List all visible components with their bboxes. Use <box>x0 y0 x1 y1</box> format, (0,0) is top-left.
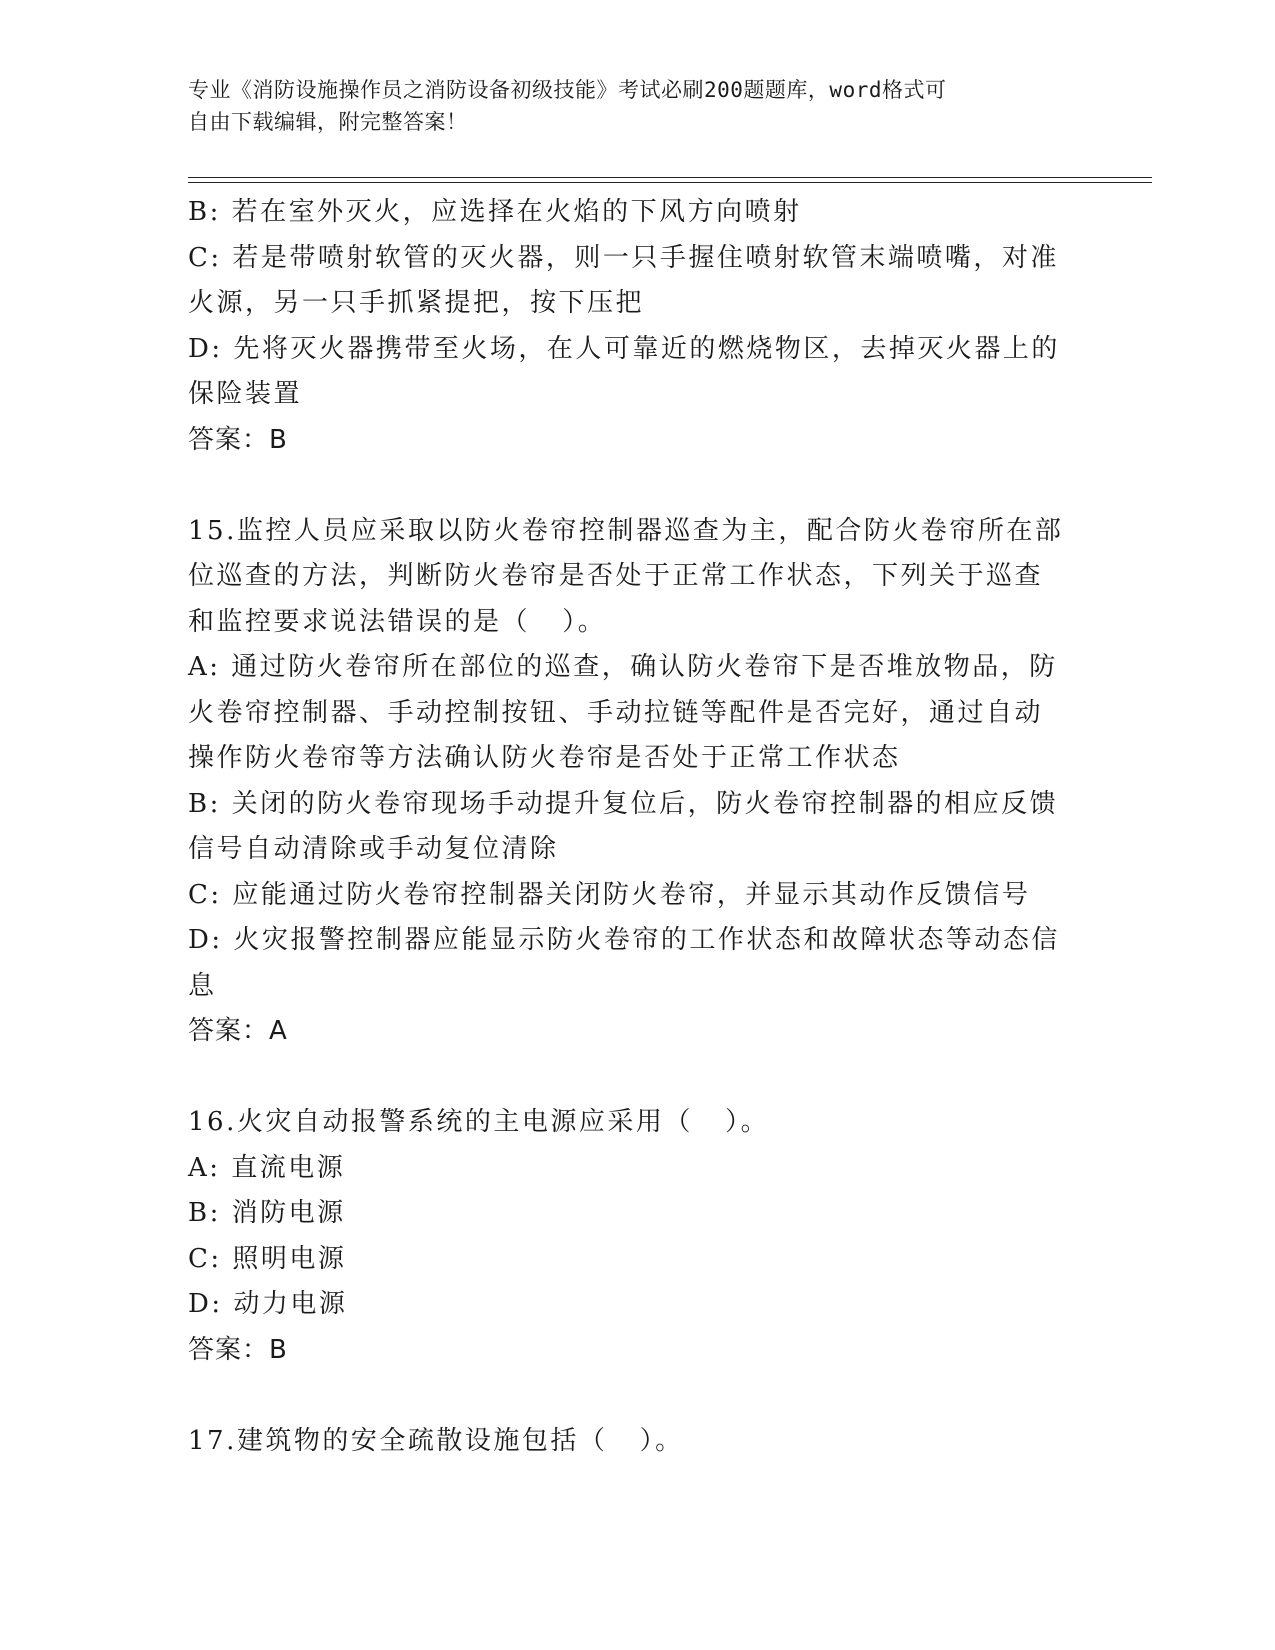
q15-option-b-line-2: 信号自动清除或手动复位清除 <box>188 834 559 864</box>
q16-option-b: B: 消防电源 <box>188 1198 346 1228</box>
header-rule-bottom <box>188 182 1152 183</box>
q16-stem: 16.火灾自动报警系统的主电源应采用（ ）。 <box>188 1107 770 1137</box>
question-17 <box>188 1419 1068 1465</box>
q15-option-c: C: 应能通过防火卷帘控制器关闭防火卷帘，并显示其动作反馈信号 <box>188 879 1031 910</box>
q14-option-d-line-2: 保险装置 <box>188 379 303 409</box>
question-15 <box>188 509 1068 1055</box>
q16-option-c: C: 照明电源 <box>188 1243 347 1274</box>
spacer <box>188 1055 1068 1101</box>
q14-option-b: B: 若在室外灭火，应选择在火焰的下风方向喷射 <box>188 197 802 227</box>
q14-option-c-line-1: C: 若是带喷射软管的灭火器，则一只手握住喷射软管末端喷嘴，对准 <box>188 242 1059 273</box>
header-line-1: 专业《消防设施操作员之消防设备初级技能》考试必刷200题题库，word格式可 <box>188 78 947 102</box>
question-16 <box>188 1100 1068 1373</box>
header-rule-top <box>188 177 1152 178</box>
header-line-2: 自由下载编辑，附完整答案！ <box>188 110 468 134</box>
spacer <box>188 1373 1068 1419</box>
q15-stem-line-3: 和监控要求说法错误的是（ ）。 <box>188 606 607 637</box>
q16-answer: 答案：B <box>188 1334 288 1365</box>
q15-stem-line-2: 位巡查的方法，判断防火卷帘是否处于正常工作状态，下列关于巡查 <box>188 561 1044 591</box>
q15-option-b-line-1: B: 关闭的防火卷帘现场手动提升复位后，防火卷帘控制器的相应反馈 <box>188 788 1059 819</box>
q14-answer: 答案：B <box>188 424 288 455</box>
q14-option-c-line-2: 火源，另一只手抓紧提把，按下压把 <box>188 288 645 318</box>
q14-option-d-line-1: D: 先将灭火器携带至火场，在人可靠近的燃烧物区，去掉灭火器上的 <box>188 333 1060 364</box>
q15-option-a-line-2: 火卷帘控制器、手动控制按钮、手动拉链等配件是否完好，通过自动 <box>188 697 1044 728</box>
q15-option-a-line-3: 操作防火卷帘等方法确认防火卷帘是否处于正常工作状态 <box>188 743 901 773</box>
q15-stem-line-1: 15.监控人员应采取以防火卷帘控制器巡查为主，配合防火卷帘所在部 <box>188 515 1064 546</box>
q15-answer: 答案：A <box>188 1016 288 1046</box>
q16-option-d: D: 动力电源 <box>188 1289 348 1319</box>
spacer <box>188 463 1068 509</box>
question-content <box>188 190 1068 1464</box>
q15-option-d-line-1: D: 火灾报警控制器应能显示防火卷帘的工作状态和故障状态等动态信 <box>188 925 1060 955</box>
question-14-tail <box>188 190 1068 463</box>
q15-option-a-line-1: A: 通过防火卷帘所在部位的巡查，确认防火卷帘下是否堆放物品，防 <box>188 652 1058 682</box>
document-header <box>188 74 1068 138</box>
q15-option-d-line-2: 息 <box>188 970 217 1001</box>
q16-option-a: A: 直流电源 <box>188 1152 346 1183</box>
q17-stem: 17.建筑物的安全疏散设施包括（ ）。 <box>188 1425 684 1456</box>
